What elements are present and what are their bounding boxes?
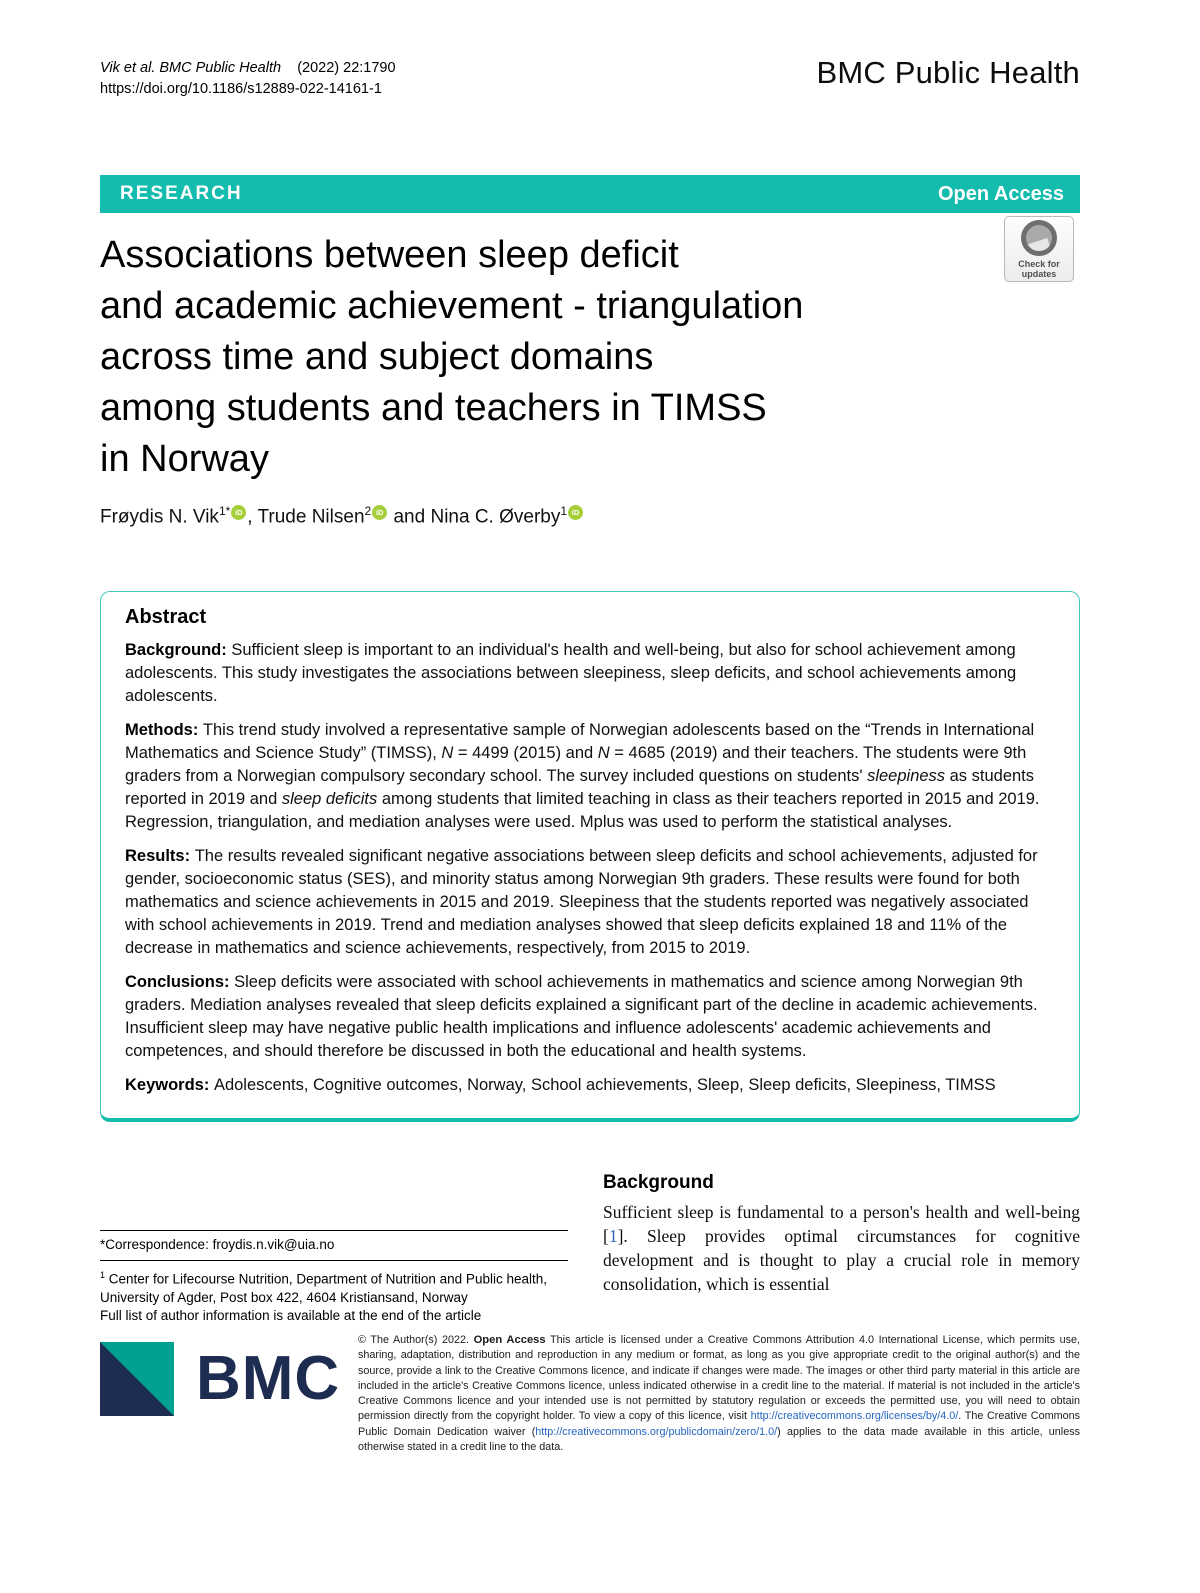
check-for-updates-label: Check for updates bbox=[1018, 258, 1060, 279]
abstract-paragraph: Conclusions: Sleep deficits were associated with school achievements in mathematics and science among Norwegian 9th graders. Mediation analyses revealed that sleep deficits explained a significant part of the decline in academic achievements. Insufficient sleep may have negative public health implications and influence adolescents' academic achievements and competences, and should therefore be discussed in both the educational and health systems. bbox=[125, 973, 1038, 1060]
bmc-logo bbox=[100, 1342, 340, 1416]
author-name: Frøydis N. Vik bbox=[100, 506, 219, 528]
author-list bbox=[100, 504, 584, 528]
author-affiliation-sup: 1 bbox=[560, 504, 568, 518]
background-body: Sufficient sleep is fundamental to a person's health and well-being [1]. Sleep provides optimal circumstances for cognitive development and is thought to play a crucial role in memory consolidation, which is essential bbox=[603, 1202, 1080, 1294]
author-separator: , bbox=[247, 506, 258, 528]
email-link[interactable]: froydis.n.vik@uia.no bbox=[212, 1237, 335, 1252]
background-heading: Background bbox=[603, 1172, 714, 1193]
article-type-banner bbox=[100, 175, 1080, 213]
author-affiliation-sup: 1* bbox=[218, 504, 231, 518]
inline-link[interactable]: http://creativecommons.org/publicdomain/zero/1.0/ bbox=[535, 1425, 778, 1438]
orcid-icon[interactable]: iD bbox=[231, 505, 246, 520]
abstract-heading: Abstract bbox=[125, 606, 207, 628]
citation-line bbox=[100, 58, 396, 79]
footnote-block bbox=[100, 1230, 568, 1325]
abstract-paragraph: Methods: This trend study involved a representative sample of Norwegian adolescents based on the “Trends in International Mathematics and Science Study” (TIMSS), N = 4499 (2015) and N = 4685 (2019) and their teachers. The students were 9th graders from a Norwegian compulsory secondary school. The survey included questions on students' sleepiness as students reported in 2019 and sleep deficits among students that limited teaching in class as their teachers reported in 2015 and 2019. Regression, triangulation, and mediation analyses were used. Mplus was used to perform the statistical analyses. bbox=[125, 721, 1040, 831]
abstract-paragraph: Background: Sufficient sleep is important to an individual's health and well-being, but also for school achievement among adolescents. This study investigates the associations between sleepiness, sleep deficits, and school achievements among adolescents. bbox=[125, 641, 1017, 705]
open-access-label: Open Access bbox=[938, 182, 1064, 205]
abstract-box bbox=[100, 591, 1080, 1122]
abstract-section-label: Results: bbox=[125, 847, 195, 865]
bmc-logo-word: BMC bbox=[196, 1344, 341, 1413]
full-author-info-note: Full list of author information is available at the end of the article bbox=[100, 1307, 482, 1323]
doi-link[interactable]: https://doi.org/10.1186/s12889-022-14161-1 bbox=[100, 81, 382, 97]
author-name: Nina C. Øverby bbox=[430, 506, 561, 528]
correspondence-line: *Correspondence: froydis.n.vik@uia.no bbox=[100, 1237, 335, 1252]
citation-block bbox=[100, 58, 396, 100]
license-text: © The Author(s) 2022. Open Access This article is licensed under a Creative Commons Attribution 4.0 International License, which permits use, sharing, adaptation, distribution and reproduction in any medium or format, as long as you give appropriate credit to the original author(s) and the source, provide a link to the Creative Commons licence, and indicate if changes were made. The images or other third party material in this article are included in the article's Creative Commons licence, unless indicated otherwise in a credit line to the material. If material is not included in the article's Creative Commons licence and your intended use is not permitted by statutory regulation or exceeds the permitted use, you will need to obtain permission directly from the copyright holder. To view a copy of this licence, visit http://creativecommons.org/licenses/by/4.0/. The Creative Commons Public Domain Dedication waiver (http://creativecommons.org/publicdomain/zero/1.0/) applies to the data made available in this article, unless otherwise stated in a credit line to the data. bbox=[358, 1334, 1081, 1454]
citation-volume: (2022) 22:1790 bbox=[297, 60, 396, 76]
article-title: Associations between sleep deficit and academic achievement - triangulation across time and subject domains among students and teachers in TIMSS in Norway bbox=[100, 234, 804, 480]
inline-link[interactable]: 1 bbox=[608, 1226, 618, 1246]
abstract-paragraphs bbox=[125, 639, 1055, 1097]
affiliation-line: $^1$ Center for Lifecourse Nutrition, Department of Nutrition and Public health, University of Agder, Post box 422, 4604 Kristiansand, Norway bbox=[100, 1270, 547, 1305]
background-section bbox=[603, 1172, 1080, 1296]
article-type-label: RESEARCH bbox=[120, 183, 243, 204]
citation-journal-italic: Vik et al. BMC Public Health bbox=[100, 60, 282, 76]
abstract-section-label: Conclusions: bbox=[125, 973, 235, 991]
abstract-section-label: Methods: bbox=[125, 721, 203, 739]
abstract-paragraph: Keywords: Adolescents, Cognitive outcomes, Norway, School achievements, Sleep, Sleep deficits, Sleepiness, TIMSS bbox=[125, 1076, 996, 1094]
abstract-section-label: Background: bbox=[125, 641, 232, 659]
orcid-icon[interactable]: iD bbox=[372, 505, 387, 520]
journal-name: BMC Public Health bbox=[816, 55, 1080, 90]
orcid-icon[interactable]: iD bbox=[568, 505, 583, 520]
author-affiliation-sup: 2 bbox=[364, 504, 372, 518]
author-name: Trude Nilsen bbox=[257, 506, 365, 528]
abstract-section-label: Keywords: bbox=[125, 1076, 214, 1094]
bmc-logo-square-icon bbox=[100, 1342, 174, 1416]
inline-link[interactable]: http://creativecommons.org/licenses/by/4.0/ bbox=[750, 1410, 959, 1423]
author-separator: and bbox=[388, 506, 431, 528]
abstract-paragraph: Results: The results revealed significant negative associations between sleep deficits and school achievements, adjusted for gender, socioeconomic status (SES), and minority status among Norwegian 9th graders. These results were found for both mathematics and science achievements in 2015 and 2019. Sleepiness that the students reported was negatively associated with school achievements in 2019. Trend and mediation analyses showed that sleep deficits explained 18 and 11% of the decrease in mathematics and science achievements, respectively, from 2015 to 2019. bbox=[125, 847, 1038, 957]
